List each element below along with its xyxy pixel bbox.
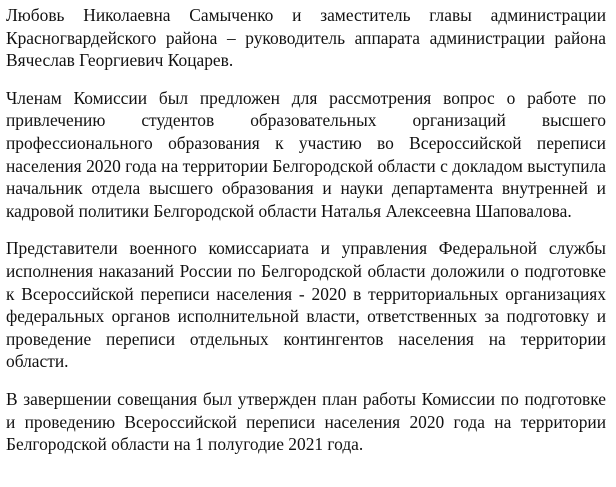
paragraph-students-question: Членам Комиссии был предложен для рассмотрения вопрос о работе по привлечению студентов образовательных организаций высшего профессионального образования к участию во Всероссийской переписи населения 2020 года на территории Белгородской области с докладом выступила начальник отдела высшего образования и науки департамента внутренней и кадровой политики Белгородской области Наталья Алексеевна Шаповалова. bbox=[6, 87, 606, 221]
paragraph-attendees: Любовь Николаевна Самыченко и заместитель главы администрации Красногвардейского района – руководитель аппарата администрации района Вячеслав Георгиевич Коцарев. bbox=[6, 5, 606, 71]
paragraph-military-report: Представители военного комиссариата и управления Федеральной службы исполнения наказаний России по Белгородской области доложили о подготовке к Всероссийской переписи населения - 2020 в территориальных организациях федеральных органов исполнительной власти, ответственных за подготовку и проведение переписи отдельных контингентов населения на территории области. bbox=[6, 238, 606, 372]
paragraph-conclusion: В завершении совещания был утвержден план работы Комиссии по подготовке и проведению Всероссийской переписи населения 2020 года на территории Белгородской области на 1 полугодие 2021 года. bbox=[6, 388, 606, 455]
document-body bbox=[6, 4, 606, 456]
